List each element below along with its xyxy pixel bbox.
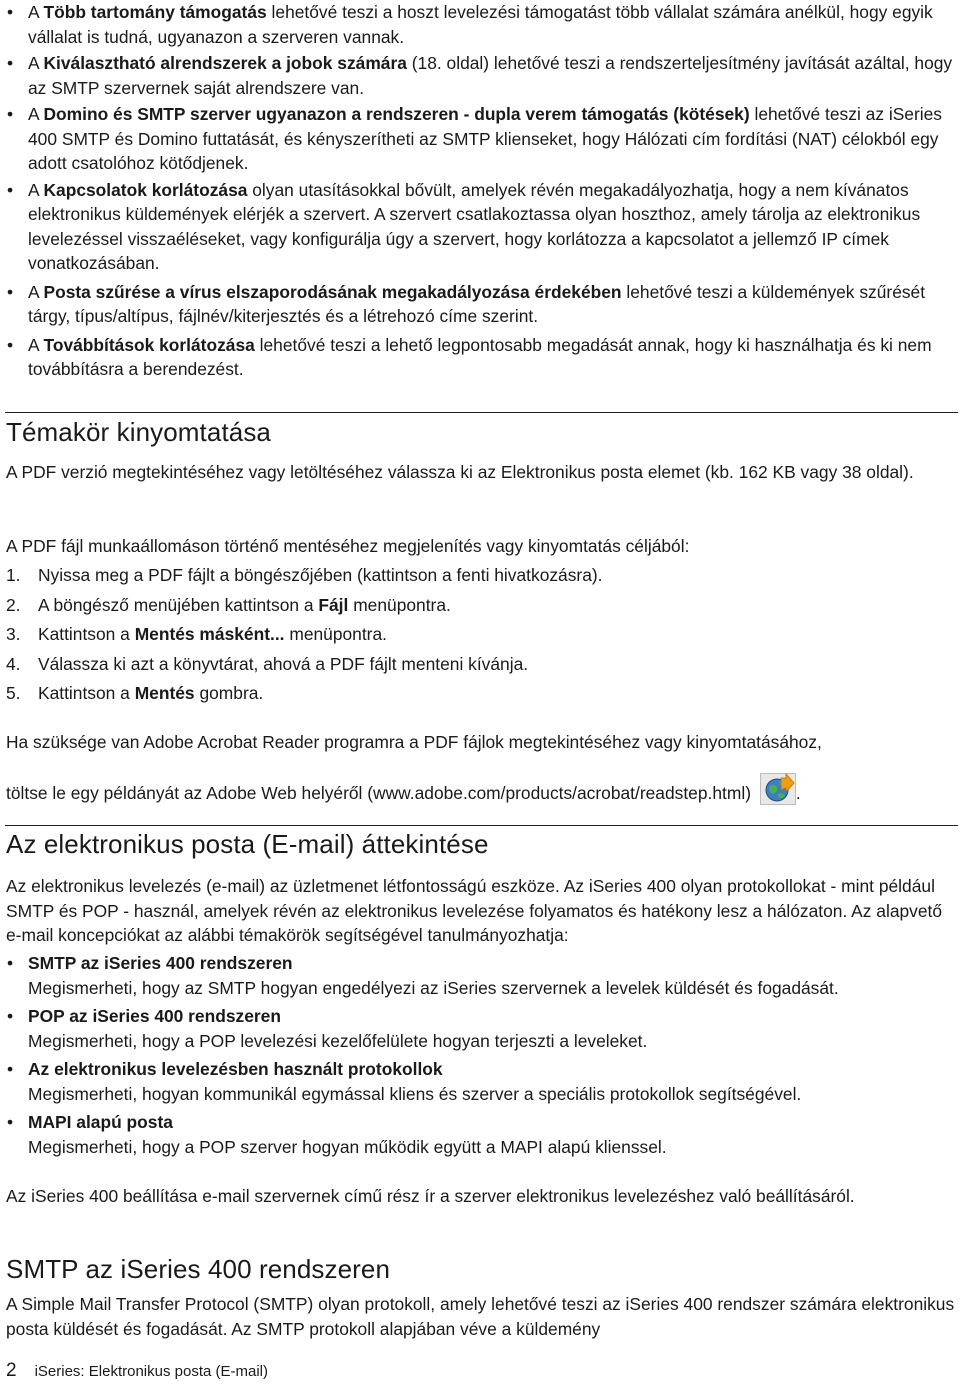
bullet-icon: •	[7, 281, 14, 302]
bullet-icon: •	[7, 1059, 14, 1079]
bullet-icon: •	[7, 179, 14, 200]
bullet-icon: •	[7, 53, 14, 73]
list-item: • A Továbbítások korlátozása lehetővé teszi a lehető legpontosabb megadását annak, hogy ki használhatja és ki nem továbbításra a berendezést.	[7, 334, 932, 379]
list-item	[0, 1057, 958, 1106]
save-steps-list	[6, 563, 956, 706]
topic-link-smtp[interactable]: SMTP az iSeries 400 rendszeren	[28, 953, 293, 973]
section-divider	[5, 412, 958, 413]
list-item: 5. Kattintson a Mentés gombra.	[6, 683, 264, 703]
acrobat-link-paragraph: töltse le egy példányát az Adobe Web helyéről (www.adobe.com/products/acrobat/readstep.html) .	[6, 773, 956, 806]
list-item: • A Posta szűrése a vírus elszaporodásának megakadályozása érdekében lehetővé teszi a küldemények szűrését tárgy, típus/altípus, fájlnév/kiterjesztés és a létrehozó címe szerint.	[7, 281, 926, 326]
section-heading: Témakör kinyomtatása	[6, 417, 271, 447]
save-paragraph: A PDF fájl munkaállomáson történő mentéséhez megjelenítés vagy kinyomtatás céljából:	[6, 536, 690, 556]
bullet-icon: •	[7, 2, 14, 22]
bullet-icon: •	[7, 334, 14, 355]
smtp-paragraph: A Simple Mail Transfer Protocol (SMTP) olyan protokoll, amely lehetővé teszi az iSeries 400 rendszer számára elektronikus posta küldését és fogadását. Az SMTP protokoll alapjában véve a küldemény	[6, 1294, 955, 1339]
feature-name: Továbbítások korlátozása	[43, 334, 255, 355]
list-item: • A Domino és SMTP szerver ugyanazon a rendszeren - dupla verem támogatás (kötések) lehetővé teszi az iSeries 400 SMTP és Domino futtatását, és kényszerítheti az SMTP klienseket, hogy Hálózati cím fordítási (NAT) célokból egy adott csatolóhoz kötődjenek.	[7, 104, 942, 173]
topic-link-pop[interactable]: POP az iSeries 400 rendszeren	[28, 1006, 281, 1026]
feature-bullet-list	[0, 0, 958, 382]
page-number: 2	[6, 1360, 17, 1381]
acrobat-paragraph: Ha szüksége van Adobe Acrobat Reader programra a PDF fájlok megtekintéséhez vagy kinyomtatásához,	[6, 732, 822, 752]
pdf-paragraph: A PDF verzió megtekintéséhez vagy letöltéséhez válassza ki az Elektronikus posta elemet (kb. 162 KB vagy 38 oldal).	[6, 462, 914, 482]
topic-description: Megismerheti, hogy a POP szerver hogyan működik együtt a MAPI alapú klienssel.	[28, 1136, 667, 1157]
list-item: • A Kapcsolatok korlátozása olyan utasításokkal bővült, amelyek révén megakadályozhatja, hogy a nem kívánatos elektronikus küldemények elérjék a szervert. A szervert csatlakoztassa olyan hoszthoz, amely tárolja az elektronikus levelezéssel visszaéléseket, vagy konfigurálja úgy a szervert, hogy korlátozza a kapcsolatot a jellemző IP címek vonatkozásában.	[7, 179, 921, 273]
feature-name: Kapcsolatok korlátozása	[43, 179, 248, 200]
topic-description: Megismerheti, hogyan kommunikál egymással kliens és szerver a speciális protokollok segítségével.	[28, 1083, 802, 1104]
bullet-icon: •	[7, 1006, 14, 1026]
topic-description: Megismerheti, hogy a POP levelezési kezelőfelülete hogyan terjeszti a leveleket.	[28, 1030, 648, 1051]
section-heading: SMTP az iSeries 400 rendszeren	[6, 1254, 391, 1284]
feature-name: Posta szűrése a vírus elszaporodásának megakadályozása érdekében	[43, 281, 622, 302]
feature-name: Több tartomány támogatás	[43, 2, 267, 22]
topic-description: Megismerheti, hogy az SMTP hogyan engedélyezi az iSeries szervernek a levelek küldését és fogadását.	[28, 977, 839, 998]
list-item: 2. A böngésző menüjében kattintson a Fájl menüpontra.	[6, 594, 451, 615]
feature-name: Domino és SMTP szerver ugyanazon a rendszeren - dupla verem támogatás (kötések)	[43, 104, 750, 124]
list-item	[0, 1004, 958, 1053]
setup-paragraph: Az iSeries 400 beállítása e-mail szervernek című rész ír a szerver elektronikus levelezéshez való beállításáról.	[6, 1186, 855, 1206]
list-item: • A Több tartomány támogatás lehetővé teszi a hoszt levelezési támogatást több vállalat számára anélkül, hogy egyik vállalat is tudná, ugyanazon a szerveren vannak.	[7, 2, 933, 47]
list-item: 1. Nyissa meg a PDF fájlt a böngészőjében (kattintson a fenti hivatkozásra).	[6, 565, 603, 585]
external-link-globe-icon[interactable]	[760, 773, 796, 805]
bullet-icon: •	[7, 104, 14, 124]
list-item: 3. Kattintson a Mentés másként... menüpontra.	[6, 624, 387, 644]
list-item: • A Kiválasztható alrendszerek a jobok számára (18. oldal) lehetővé teszi a rendszerteljesítmény javítását azáltal, hogy az SMTP szervernek saját alrendszere van.	[7, 53, 953, 98]
list-item	[0, 1110, 958, 1159]
bullet-icon: •	[7, 953, 14, 973]
footer-title: iSeries: Elektronikus posta (E-mail)	[34, 1363, 268, 1380]
adobe-link[interactable]: töltse le egy példányát az Adobe Web helyéről (www.adobe.com/products/acrobat/readstep.html)	[6, 783, 751, 803]
list-item	[0, 951, 958, 1000]
bullet-icon: •	[7, 1112, 14, 1132]
topic-link-list	[0, 951, 958, 1163]
topic-link-mapi[interactable]: MAPI alapú posta	[28, 1112, 173, 1132]
feature-link[interactable]: Kiválasztható alrendszerek a jobok számára	[43, 53, 407, 73]
page-footer	[6, 1360, 268, 1382]
section-heading: Az elektronikus posta (E-mail) áttekintése	[6, 829, 489, 859]
topic-link-protocols[interactable]: Az elektronikus levelezésben használt protokollok	[28, 1059, 443, 1079]
list-item: 4. Válassza ki azt a könyvtárat, ahová a PDF fájlt menteni kívánja.	[6, 653, 529, 674]
email-intro-paragraph: Az elektronikus levelezés (e-mail) az üzletmenet létfontosságú eszköze. Az iSeries 400 olyan protokollokat - mint például SMTP és POP - használ, amelyek révén az elektronikus levelezése folyamatos és hatékony lesz a hálózaton. Az alapvető e-mail koncepciókat az alábbi témakörök segítségével tanulmányozhatja:	[6, 876, 943, 945]
section-divider	[5, 825, 958, 826]
